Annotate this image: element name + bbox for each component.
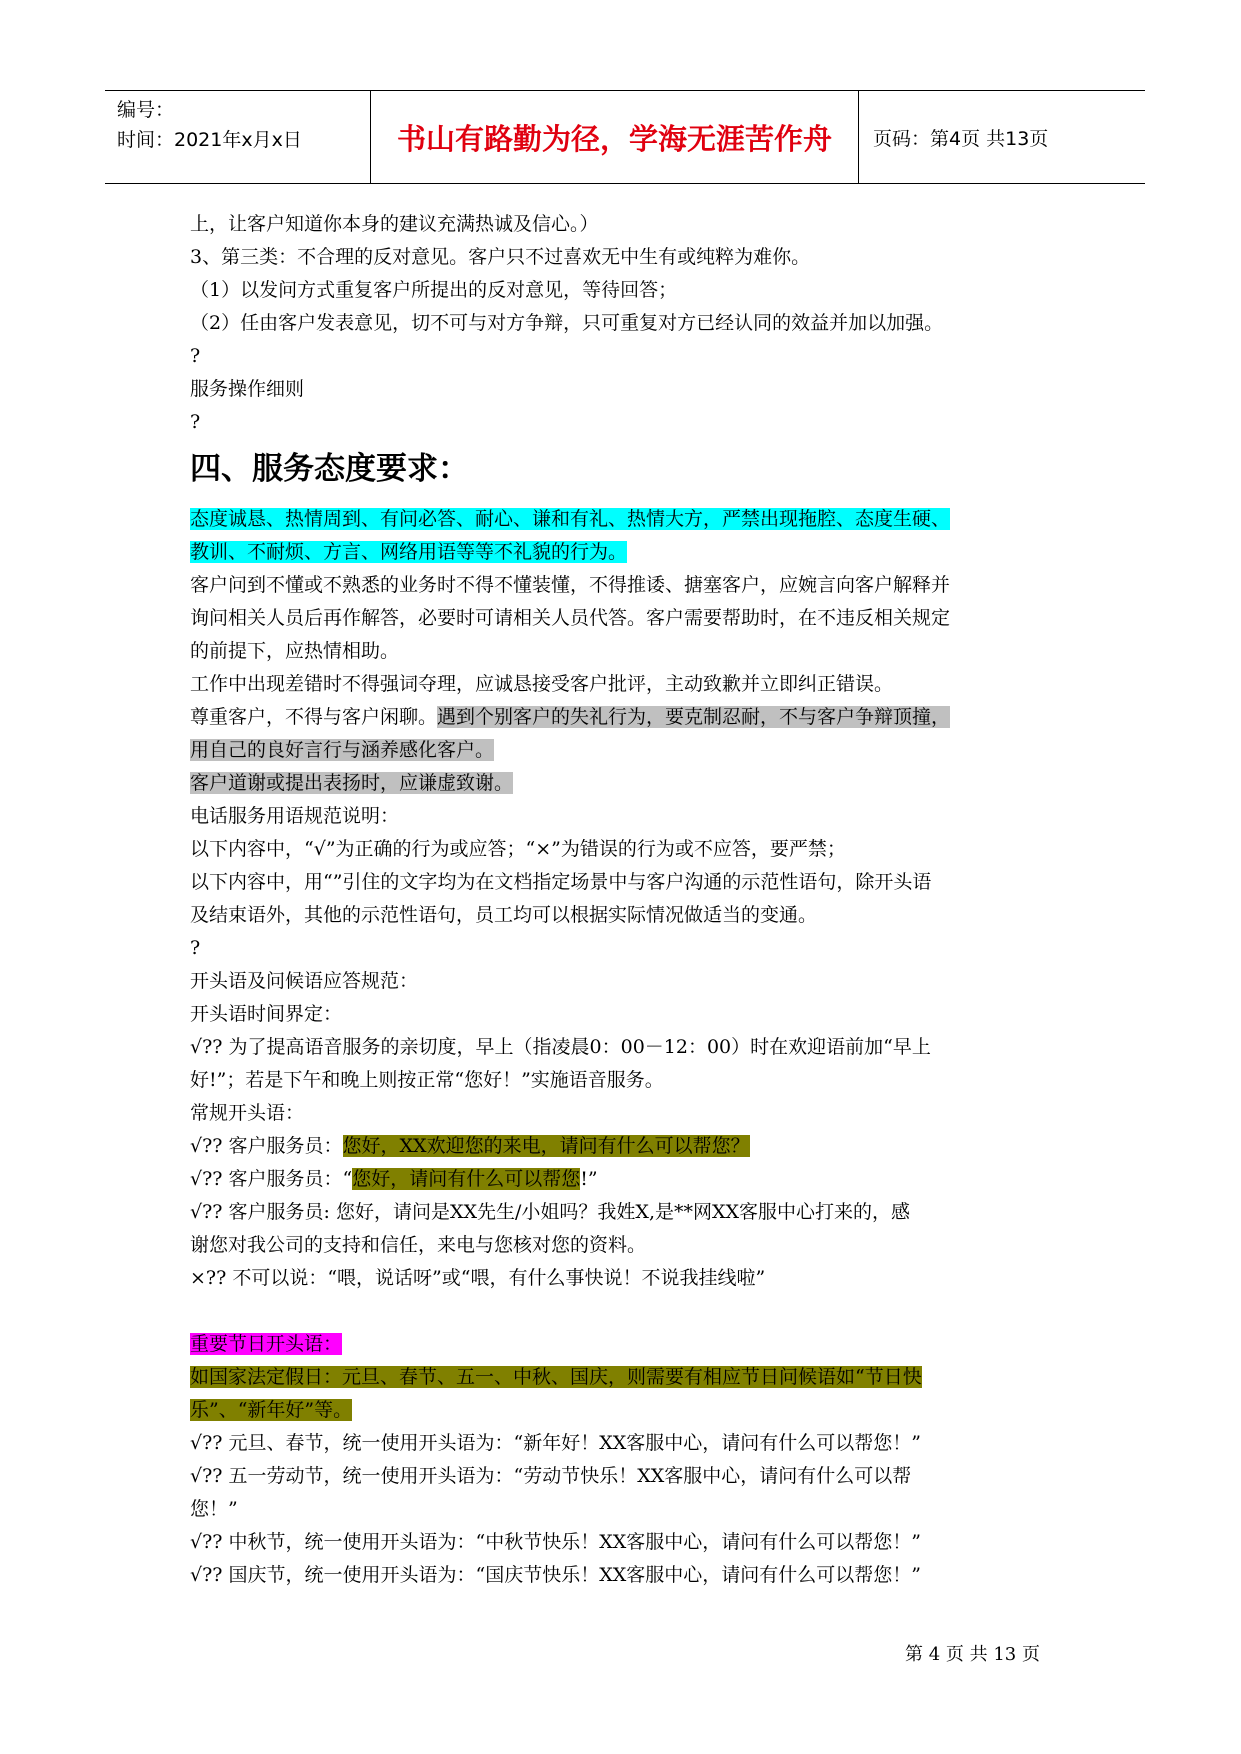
paragraph-line: 的前提下，应热情相助。 [190,640,400,662]
plain-text: √?? 客户服务员：“ [190,1168,353,1190]
paragraph-line [190,1130,1070,1163]
paragraph-line: （2）任由客户发表意见，切不可与对方争辩，只可重复对方已经认同的效益并加以加强。 [190,312,944,334]
paragraph-line [190,503,1070,536]
page-header [105,90,1145,184]
paragraph-line: 您！” [190,1498,238,1520]
paragraph-line: 开头语及问候语应答规范： [190,970,419,992]
blank-line [190,1295,1070,1328]
paragraph-line [190,1394,1070,1427]
page-footer: 第 4 页 共 13 页 [905,1644,1040,1665]
paragraph-line: 3、第三类：不合理的反对意见。客户只不过喜欢无中生有或纯粹为难你。 [190,246,811,268]
paragraph-line: √?? 元旦、春节，统一使用开头语为：“新年好！XX客服中心，请问有什么可以帮您！” [190,1432,922,1454]
document-time: 时间：2021年x月x日 [117,129,302,151]
header-page-number: 页码：第4页 共13页 [873,127,1049,150]
paragraph-line: 工作中出现差错时不得强词夺理，应诚恳接受客户批评，主动致歉并立即纠正错误。 [190,673,894,695]
paragraph-line: 好!”；若是下午和晚上则按正常“您好！”实施语音服务。 [190,1069,664,1091]
paragraph-line: ? [190,937,201,959]
paragraph-line: 以下内容中，“√”为正确的行为或应答；“×”为错误的行为或不应答，要严禁； [190,838,846,860]
highlighted-text: 教训、不耐烦、方言、网络用语等等不礼貌的行为。 [190,541,628,563]
document-number: 编号： [117,99,175,121]
paragraph-line [190,701,1070,734]
paragraph-line [190,1328,1070,1361]
highlighted-text: 您好，请问有什么可以帮您 [352,1168,581,1190]
paragraph-line [190,767,1070,800]
paragraph-line [190,734,1070,767]
section-heading: 四、服务态度要求： [190,451,469,487]
plain-text: √?? 客户服务员： [190,1135,343,1157]
paragraph-line: ? [190,411,201,433]
paragraph-line: 客户问到不懂或不熟悉的业务时不得不懂装懂，不得推诿、搪塞客户，应婉言向客户解释并 [190,574,951,596]
paragraph-line [190,1163,1070,1196]
header-motto: 书山有路勤为径，学海无涯苦作舟 [371,91,859,183]
paragraph-line: 服务操作细则 [190,378,305,400]
paragraph-line: ? [190,345,201,367]
highlighted-text: 乐”、“新年好”等。 [190,1399,353,1421]
paragraph-line: 上，让客户知道你本身的建议充满热诚及信心。） [190,213,599,235]
paragraph-line: √?? 客户服务员: 您好，请问是XX先生/小姐吗？我姓X,是**网XX客服中心打来的，感 [190,1201,911,1223]
highlighted-text: 客户道谢或提出表扬时，应谦虚致谢。 [190,772,514,794]
highlighted-text: 重要节日开头语： [190,1333,343,1355]
paragraph-line [190,1361,1070,1394]
paragraph-line: √?? 国庆节，统一使用开头语为：“国庆节快乐！XX客服中心，请问有什么可以帮您！” [190,1564,922,1586]
highlighted-text: 遇到个别客户的失礼行为，要克制忍耐，不与客户争辩顶撞， [437,706,951,728]
highlighted-text: 您好，XX欢迎您的来电，请问有什么可以帮您？ [342,1135,750,1157]
paragraph-line: 开头语时间界定： [190,1003,343,1025]
highlighted-text: 用自己的良好言行与涵养感化客户。 [190,739,495,761]
paragraph-line: √?? 为了提高语音服务的亲切度，早上（指凌晨0：00－12：00）时在欢迎语前加“早上 [190,1036,931,1058]
document-body [190,208,1070,1592]
paragraph-line [190,536,1070,569]
paragraph-line: ×?? 不可以说：“喂，说话呀”或“喂，有什么事快说！不说我挂线啦” [190,1267,766,1289]
paragraph-line: √?? 五一劳动节，统一使用开头语为：“劳动节快乐！XX客服中心，请问有什么可以帮 [190,1465,912,1487]
paragraph-line: 询问相关人员后再作解答，必要时可请相关人员代答。客户需要帮助时，在不违反相关规定 [190,607,951,629]
paragraph-line: 谢您对我公司的支持和信任，来电与您核对您的资料。 [190,1234,647,1256]
plain-text: !” [580,1168,598,1190]
paragraph-line: 及结束语外，其他的示范性语句，员工均可以根据实际情况做适当的变通。 [190,904,818,926]
plain-text: 尊重客户，不得与客户闲聊。 [190,706,438,728]
paragraph-line: 电话服务用语规范说明： [190,805,400,827]
highlighted-text: 如国家法定假日：元旦、春节、五一、中秋、国庆，则需要有相应节日问候语如“节日快 [190,1366,922,1388]
paragraph-line: 常规开头语： [190,1102,305,1124]
paragraph-line: （1）以发问方式重复客户所提出的反对意见，等待回答； [190,279,678,301]
header-left-cell [105,91,371,183]
highlighted-text: 态度诚恳、热情周到、有问必答、耐心、谦和有礼、热情大方，严禁出现拖腔、态度生硬、 [190,508,951,530]
paragraph-line: √?? 中秋节，统一使用开头语为：“中秋节快乐！XX客服中心，请问有什么可以帮您！” [190,1531,922,1553]
paragraph-line: 以下内容中，用“”引住的文字均为在文档指定场景中与客户沟通的示范性语句，除开头语 [190,871,932,893]
